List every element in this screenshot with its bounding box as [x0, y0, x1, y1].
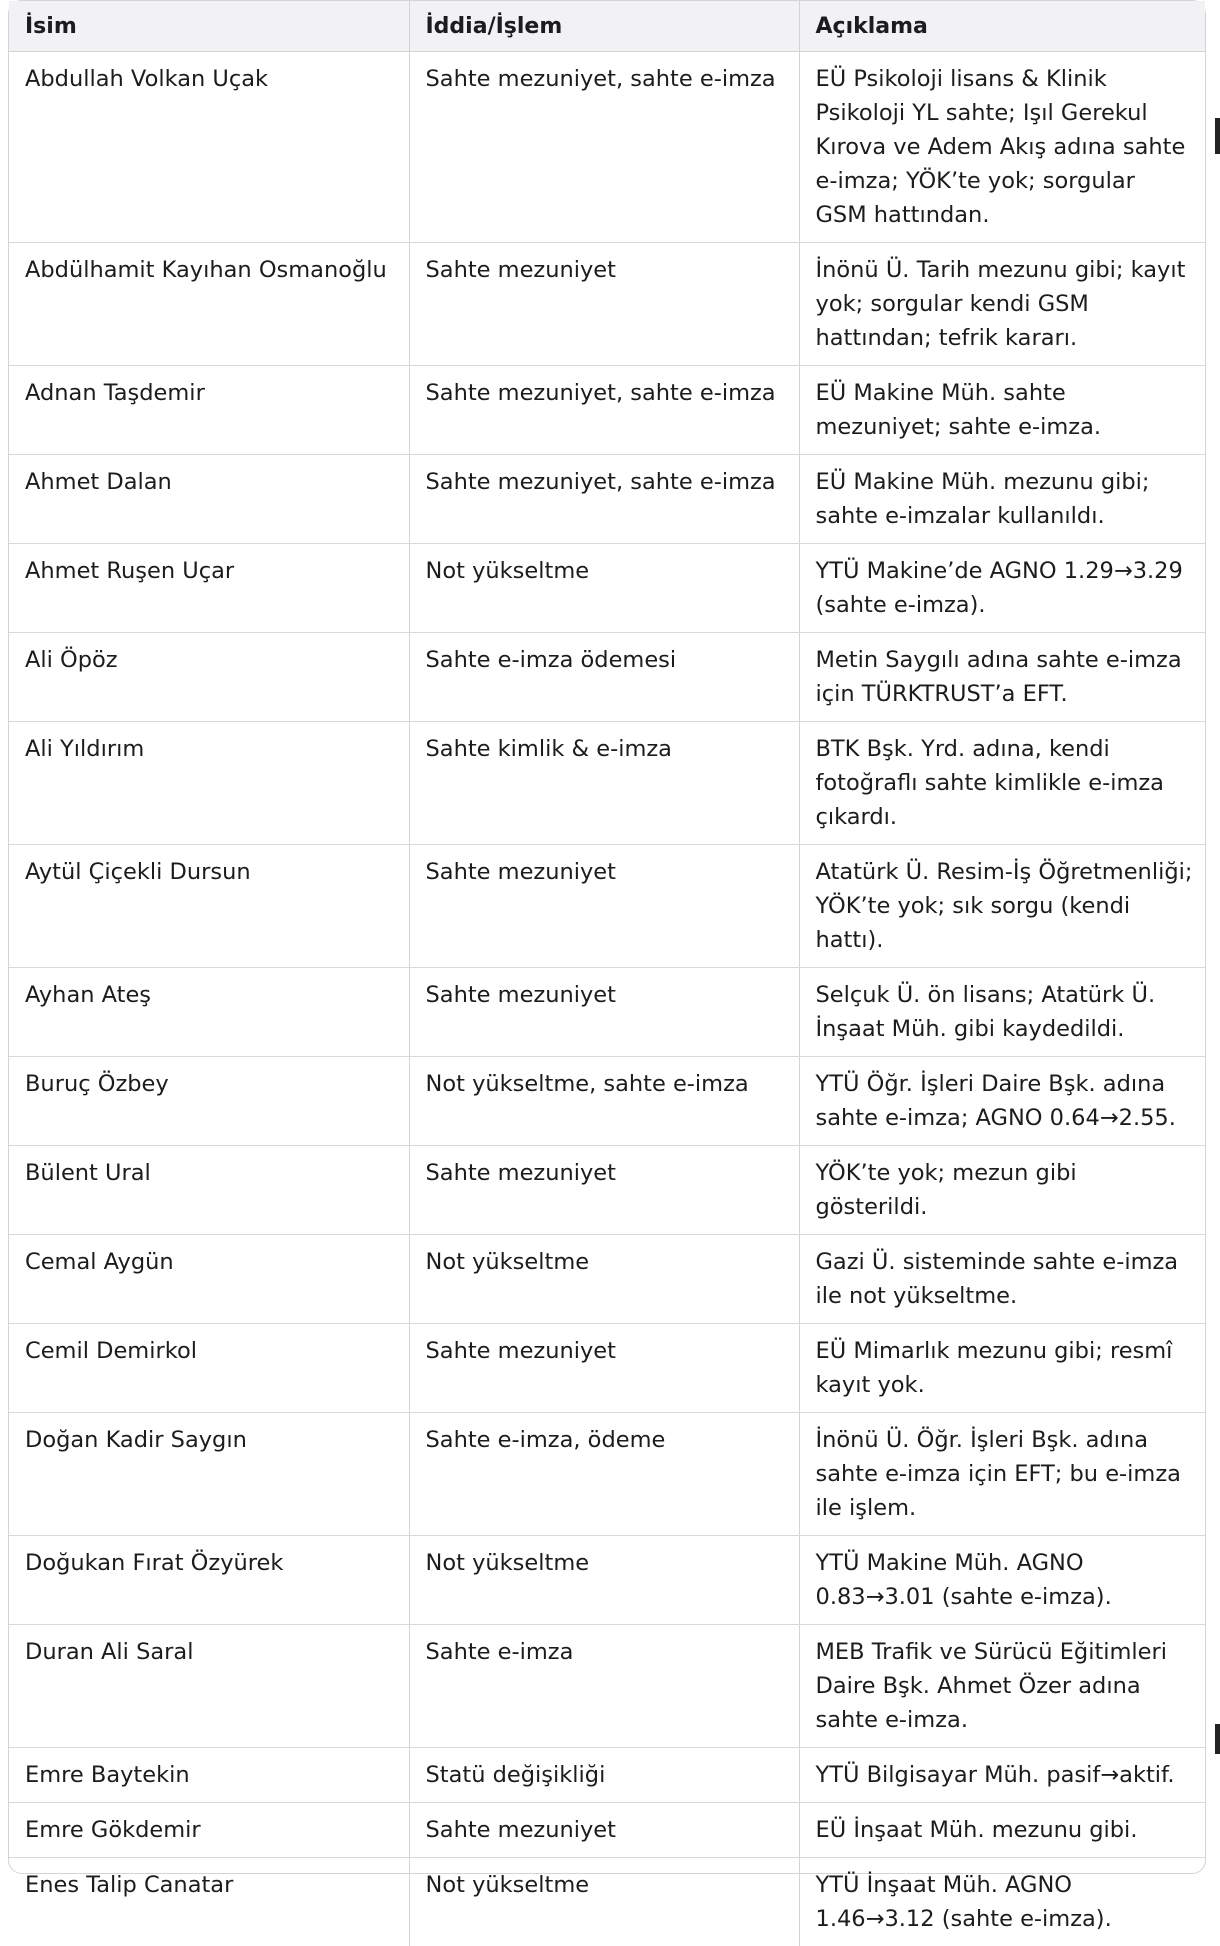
cell-claim: Sahte e-imza ödemesi [409, 633, 799, 722]
cell-claim: Not yükseltme [409, 544, 799, 633]
table-row [9, 1748, 1205, 1803]
cell-name: Ahmet Ruşen Uçar [9, 544, 409, 633]
cell-description: YTÜ İnşaat Müh. AGNO 1.46→3.12 (sahte e-imza). [799, 1858, 1205, 1946]
cell-name: Bülent Ural [9, 1146, 409, 1235]
cell-description: YÖK’te yok; mezun gibi gösterildi. [799, 1146, 1205, 1235]
table-row [9, 1235, 1205, 1324]
cell-name: Aytül Çiçekli Dursun [9, 845, 409, 968]
table-row [9, 1324, 1205, 1413]
table-row [9, 1413, 1205, 1536]
table-row [9, 1146, 1205, 1235]
cell-claim: Sahte mezuniyet [409, 1803, 799, 1858]
cell-claim: Not yükseltme, sahte e-imza [409, 1057, 799, 1146]
table-row [9, 845, 1205, 968]
cell-name: Ali Yıldırım [9, 722, 409, 845]
edge-marker [1215, 1724, 1220, 1754]
cell-name: Abdülhamit Kayıhan Osmanoğlu [9, 243, 409, 366]
header-name: İsim [9, 1, 409, 52]
data-table [9, 1, 1205, 1946]
cell-claim: Sahte e-imza [409, 1625, 799, 1748]
cell-description: YTÜ Makine Müh. AGNO 0.83→3.01 (sahte e-imza). [799, 1536, 1205, 1625]
table-row [9, 544, 1205, 633]
cell-description: İnönü Ü. Öğr. İşleri Bşk. adına sahte e-imza için EFT; bu e-imza ile işlem. [799, 1413, 1205, 1536]
table-row [9, 1803, 1205, 1858]
table-row [9, 1057, 1205, 1146]
cell-description: EÜ Mimarlık mezunu gibi; resmî kayıt yok. [799, 1324, 1205, 1413]
table-row [9, 455, 1205, 544]
cell-description: Atatürk Ü. Resim-İş Öğretmenliği; YÖK’te yok; sık sorgu (kendi hattı). [799, 845, 1205, 968]
table-row [9, 366, 1205, 455]
cell-name: Doğukan Fırat Özyürek [9, 1536, 409, 1625]
table-header-row [9, 1, 1205, 52]
cell-claim: Sahte mezuniyet, sahte e-imza [409, 366, 799, 455]
header-description: Açıklama [799, 1, 1205, 52]
cell-claim: Sahte mezuniyet [409, 1324, 799, 1413]
table-row [9, 633, 1205, 722]
cell-name: Enes Talip Canatar [9, 1858, 409, 1946]
cell-claim: Not yükseltme [409, 1536, 799, 1625]
table-row [9, 968, 1205, 1057]
cell-name: Doğan Kadir Saygın [9, 1413, 409, 1536]
cell-claim: Sahte kimlik & e-imza [409, 722, 799, 845]
cell-description: Selçuk Ü. ön lisans; Atatürk Ü. İnşaat Müh. gibi kaydedildi. [799, 968, 1205, 1057]
cell-claim: Sahte e-imza, ödeme [409, 1413, 799, 1536]
cell-name: Abdullah Volkan Uçak [9, 52, 409, 243]
cell-name: Emre Baytekin [9, 1748, 409, 1803]
cell-description: Metin Saygılı adına sahte e-imza için TÜRKTRUST’a EFT. [799, 633, 1205, 722]
cell-description: İnönü Ü. Tarih mezunu gibi; kayıt yok; sorgular kendi GSM hattından; tefrik kararı. [799, 243, 1205, 366]
cell-description: YTÜ Öğr. İşleri Daire Bşk. adına sahte e-imza; AGNO 0.64→2.55. [799, 1057, 1205, 1146]
cell-name: Emre Gökdemir [9, 1803, 409, 1858]
table-row [9, 1625, 1205, 1748]
cell-claim: Sahte mezuniyet [409, 243, 799, 366]
cell-claim: Not yükseltme [409, 1235, 799, 1324]
cell-name: Ahmet Dalan [9, 455, 409, 544]
cell-name: Ali Öpöz [9, 633, 409, 722]
cell-claim: Sahte mezuniyet [409, 1146, 799, 1235]
cell-name: Ayhan Ateş [9, 968, 409, 1057]
cell-description: EÜ Makine Müh. sahte mezuniyet; sahte e-imza. [799, 366, 1205, 455]
cell-description: EÜ Psikoloji lisans & Klinik Psikoloji YL sahte; Işıl Gerekul Kırova ve Adem Akış adına sahte e-imza; YÖK’te yok; sorgular GSM hattından. [799, 52, 1205, 243]
cell-description: MEB Trafik ve Sürücü Eğitimleri Daire Bşk. Ahmet Özer adına sahte e-imza. [799, 1625, 1205, 1748]
cell-claim: Sahte mezuniyet [409, 845, 799, 968]
cell-claim: Not yükseltme [409, 1858, 799, 1946]
cell-description: YTÜ Makine’de AGNO 1.29→3.29 (sahte e-imza). [799, 544, 1205, 633]
table-row [9, 52, 1205, 243]
cell-name: Duran Ali Saral [9, 1625, 409, 1748]
cell-description: Gazi Ü. sisteminde sahte e-imza ile not yükseltme. [799, 1235, 1205, 1324]
table-row [9, 722, 1205, 845]
table-row [9, 1858, 1205, 1946]
cell-claim: Sahte mezuniyet, sahte e-imza [409, 455, 799, 544]
cell-description: EÜ İnşaat Müh. mezunu gibi. [799, 1803, 1205, 1858]
edge-marker [1215, 118, 1220, 154]
cell-claim: Statü değişikliği [409, 1748, 799, 1803]
header-claim: İddia/İşlem [409, 1, 799, 52]
table-container [8, 0, 1206, 1874]
table-row [9, 1536, 1205, 1625]
cell-description: EÜ Makine Müh. mezunu gibi; sahte e-imzalar kullanıldı. [799, 455, 1205, 544]
table-row [9, 243, 1205, 366]
cell-name: Cemil Demirkol [9, 1324, 409, 1413]
cell-description: YTÜ Bilgisayar Müh. pasif→aktif. [799, 1748, 1205, 1803]
cell-claim: Sahte mezuniyet [409, 968, 799, 1057]
cell-name: Cemal Aygün [9, 1235, 409, 1324]
cell-name: Adnan Taşdemir [9, 366, 409, 455]
cell-claim: Sahte mezuniyet, sahte e-imza [409, 52, 799, 243]
cell-description: BTK Bşk. Yrd. adına, kendi fotoğraflı sahte kimlikle e-imza çıkardı. [799, 722, 1205, 845]
cell-name: Buruç Özbey [9, 1057, 409, 1146]
